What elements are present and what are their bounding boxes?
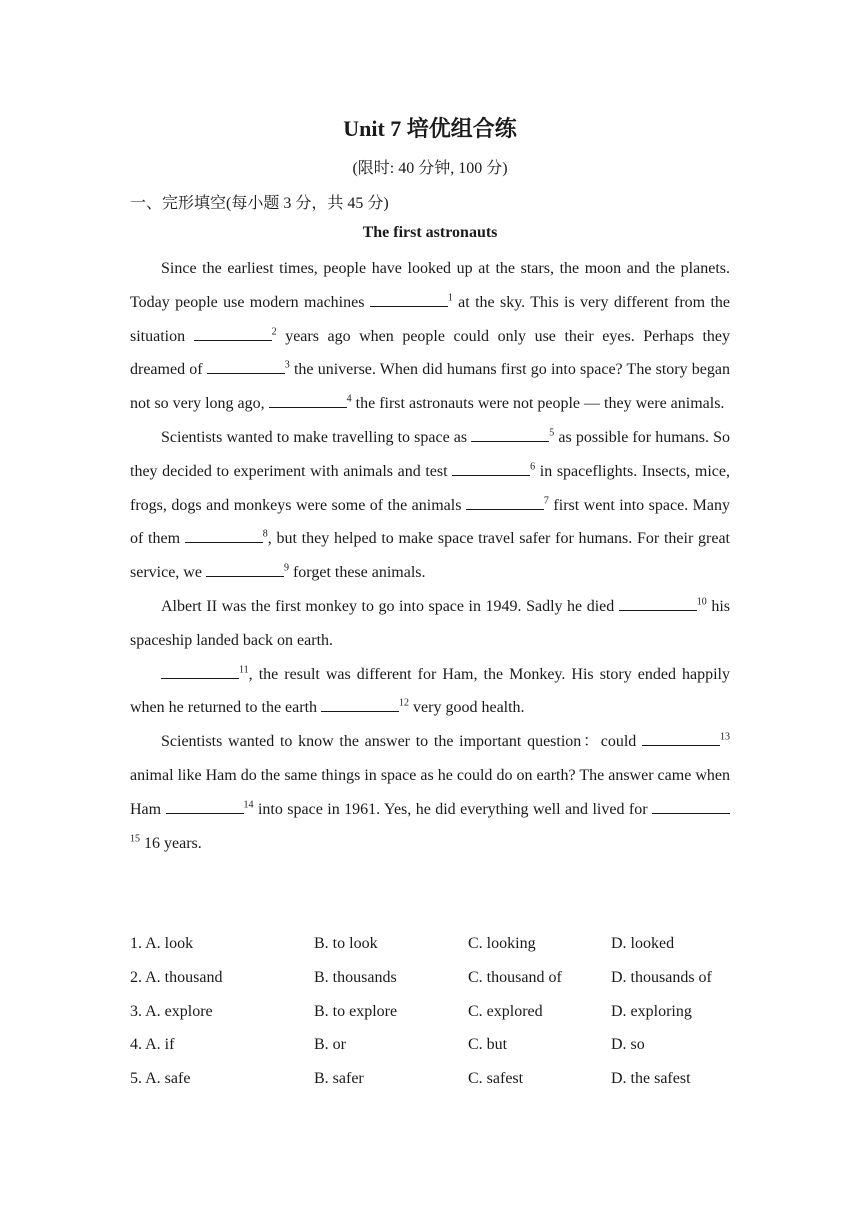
- blank-1: [370, 292, 448, 307]
- blank-9: [206, 562, 284, 577]
- passage-text: animal like Ham do the same things in space as he could do on earth? The answer came when Ham: [130, 766, 730, 818]
- blank-10: [619, 596, 697, 611]
- blank-2: [194, 326, 272, 341]
- blank-5: [471, 427, 549, 442]
- blank-11: [161, 664, 239, 679]
- option-b: B. to look: [314, 935, 378, 952]
- paragraph-2: [130, 421, 730, 590]
- passage-text: his spaceship landed back on earth.: [130, 597, 731, 649]
- option-a: 1. A. look: [130, 935, 194, 952]
- passage-text: 16 years.: [140, 834, 202, 852]
- section-heading: 一、完形填空(每小题 3 分，共 45 分): [130, 195, 389, 212]
- option-row-3: [130, 995, 730, 1029]
- page-title: Unit 7 培优组合练: [343, 116, 517, 141]
- blank-number: 4: [346, 393, 352, 405]
- passage-text: Albert II was the first monkey to go into space in 1949. Sadly he died: [161, 597, 619, 615]
- answer-options: [130, 927, 730, 1096]
- passage-text: the universe. When did humans first go into space? The story began not so very long ago,: [130, 361, 730, 413]
- blank-number: 1: [447, 292, 453, 304]
- blank-12: [321, 697, 399, 712]
- blank-number: 12: [399, 698, 410, 710]
- passage-text: forget these animals.: [288, 564, 426, 582]
- blank-number: 15: [130, 833, 140, 845]
- passage-text: Since the earliest times, people have looked up at the stars, the moon and the planets. Today people use modern machines: [130, 260, 730, 311]
- blank-number: 6: [530, 461, 536, 473]
- blank-7: [466, 495, 544, 510]
- option-row-5: [130, 1062, 730, 1096]
- blank-number: 14: [243, 799, 254, 811]
- passage-text: Scientists wanted to know the answer to the important question：could: [161, 733, 642, 751]
- paragraph-5: [130, 725, 730, 860]
- passage-body: [130, 252, 730, 860]
- passage-text: , the result was different for Ham, the Monkey. His story ended happily when he returned to the earth: [130, 665, 730, 717]
- option-row-2: [130, 961, 730, 995]
- blank-13: [642, 731, 720, 746]
- time-limit-subtitle: (限时: 40 分钟, 100 分): [352, 160, 508, 177]
- blank-number: 5: [549, 427, 555, 439]
- paragraph-1: [130, 252, 730, 421]
- option-c: C. looking: [468, 935, 536, 952]
- blank-6: [452, 461, 530, 476]
- option-c: C. safest: [468, 1070, 524, 1088]
- option-b: B. thousands: [314, 968, 397, 986]
- passage-text: into space in 1961. Yes, he did everything well and lived for: [253, 800, 652, 818]
- option-d: D. so: [611, 1036, 645, 1054]
- blank-8: [185, 528, 263, 543]
- option-b: B. to explore: [314, 1002, 398, 1020]
- option-a: 4. A. if: [130, 1036, 175, 1054]
- option-c: C. explored: [468, 1002, 543, 1020]
- blank-4: [269, 393, 347, 408]
- passage-text: in spaceflights. Insects, mice, frogs, dogs and monkeys were some of the animals: [130, 462, 730, 514]
- option-c: C. but: [468, 1036, 508, 1054]
- option-b: B. safer: [314, 1070, 364, 1088]
- option-row-1: [130, 927, 730, 961]
- passage-text: , but they helped to make space travel safer for humans. For their great service, we: [130, 530, 730, 582]
- blank-number: 13: [720, 731, 730, 743]
- blank-number: 3: [284, 360, 290, 372]
- option-row-4: [130, 1028, 730, 1062]
- option-b: B. or: [314, 1036, 346, 1054]
- passage-text: the first astronauts were not people — they were animals.: [351, 395, 725, 413]
- option-a: 2. A. thousand: [130, 968, 223, 986]
- option-d: D. exploring: [611, 1002, 692, 1020]
- blank-number: 11: [239, 664, 249, 676]
- option-a: 3. A. explore: [130, 1002, 213, 1020]
- passage-text: very good health.: [409, 699, 525, 717]
- blank-number: 8: [262, 529, 268, 541]
- blank-15: [652, 799, 730, 814]
- blank-number: 7: [543, 495, 549, 507]
- option-d: D. thousands of: [611, 968, 712, 986]
- option-d: D. the safest: [611, 1070, 691, 1088]
- option-a: 5. A. safe: [130, 1070, 191, 1088]
- option-c: C. thousand of: [468, 968, 562, 986]
- option-d: D. looked: [611, 935, 675, 952]
- passage-text: years ago when people could only use their eyes. Perhaps they dreamed of: [130, 327, 731, 379]
- paragraph-3: [130, 590, 730, 658]
- passage-text: Scientists wanted to make travelling to space as: [161, 428, 472, 446]
- blank-number: 10: [696, 596, 707, 608]
- paragraph-4: [130, 658, 730, 726]
- blank-number: 9: [283, 562, 289, 574]
- passage-title: The first astronauts: [362, 224, 498, 241]
- passage-text: as possible for humans. So they decided to experiment with animals and test: [130, 428, 730, 480]
- passage-text: at the sky. This is very different from the situation: [130, 293, 730, 345]
- blank-3: [207, 359, 285, 374]
- passage-text: first went into space. Many of them: [130, 496, 731, 548]
- blank-14: [166, 799, 244, 814]
- blank-number: 2: [271, 326, 277, 338]
